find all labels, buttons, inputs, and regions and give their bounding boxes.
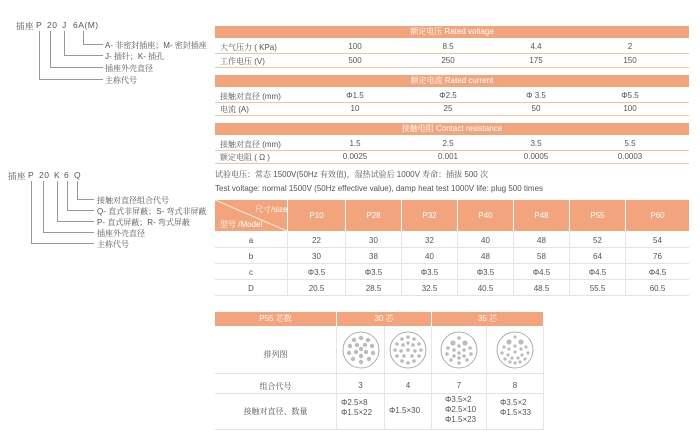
code2-part-p: P [28, 170, 35, 180]
test-voltage-cn: 试验电压：常态 1500V(50Hz 有效值)，湿热试验后 1000V 寿命：插拔 500 次 [215, 170, 488, 179]
current-table-header: 额定电流 Rated current [215, 75, 689, 87]
resistance-cell: 0.001 [437, 152, 459, 161]
size-cell: Φ3.5 [364, 268, 383, 277]
voltage-cell: 8.5 [442, 42, 454, 51]
voltage-row-label: 大气压力 ( KPa) [220, 43, 277, 52]
p55-spec: Φ3.5×2 [500, 398, 527, 407]
voltage-cell: 100 [348, 42, 362, 51]
pin-layout-3 [342, 331, 380, 369]
code-part-j: J [62, 20, 67, 30]
size-cell: Φ4.5 [588, 268, 607, 277]
size-cell: Φ3.5 [476, 268, 495, 277]
resistance-row-label: 额定电阻 ( Ω ) [220, 153, 270, 162]
p55-code: 3 [358, 381, 363, 390]
diagram1-label-diameter: 插座外壳直径 [105, 64, 153, 73]
size-col-header: P28 [366, 211, 381, 220]
size-cell: 76 [653, 252, 662, 261]
p55-header: P55 芯数 [215, 312, 336, 326]
p55-code: 8 [512, 381, 518, 390]
size-cell: 64 [593, 252, 602, 261]
size-cell: 40.5 [477, 284, 494, 293]
code-part-p: P [36, 20, 43, 30]
p55-row-label-code: 组合代号 [259, 382, 292, 391]
size-cell: 22 [312, 236, 321, 245]
resistance-cell: 0.0025 [342, 152, 368, 161]
size-cell: 54 [653, 236, 662, 245]
size-cell: 52 [593, 236, 602, 245]
p55-spec: Φ2.5×10 [445, 405, 477, 414]
code-part-socket: 插座 [16, 21, 35, 31]
current-cell: Φ2.5 [439, 91, 457, 100]
size-cell: 38 [369, 252, 378, 261]
voltage-row-label: 工作电压 (V) [220, 57, 265, 66]
p55-code: 4 [405, 381, 411, 390]
diagram2-label-p: P- 直式屏蔽；R- 弯式屏蔽 [97, 218, 190, 227]
current-cell: 50 [531, 104, 541, 113]
size-cell: 40 [425, 252, 434, 261]
size-cell: 60.5 [649, 284, 666, 293]
code2-part-6: 6 [64, 170, 70, 180]
code-part-6a: 6A(M) [73, 20, 99, 30]
size-cell: 30 [312, 252, 321, 261]
size-row-label: D [248, 284, 254, 293]
size-cell: 20.5 [308, 284, 325, 293]
size-cell: 48 [537, 236, 546, 245]
current-cell: Φ 3.5 [526, 91, 546, 100]
size-cell: 28.5 [365, 284, 382, 293]
current-row-label: 电流 (A) [220, 105, 249, 114]
pin-layout-4 [389, 331, 427, 369]
size-col-header: P60 [650, 211, 665, 220]
code2-part-q: Q [74, 170, 82, 180]
resistance-cell: 0.0005 [523, 152, 549, 161]
resistance-cell: 2.5 [442, 139, 454, 148]
resistance-cell: 5.5 [624, 139, 636, 148]
p55-row-label-layout: 排列图 [263, 350, 288, 359]
code2-part-socket: 插座 [8, 171, 27, 181]
pin-layout-8 [496, 331, 534, 369]
voltage-cell: 500 [348, 56, 362, 65]
size-row-label: a [248, 236, 254, 245]
p55-spec: Φ1.5×22 [341, 408, 373, 417]
size-cell: 40 [481, 236, 490, 245]
resistance-cell: 3.5 [530, 139, 542, 148]
code2-part-size: 20 [39, 170, 50, 180]
current-cell: 10 [350, 104, 360, 113]
p55-group35: 35 芯 [432, 312, 543, 326]
code2-part-k: K [54, 170, 61, 180]
size-cell: 48 [481, 252, 490, 261]
resistance-row-label: 接触对直径 (mm) [220, 140, 281, 149]
current-row-label: 接触对直径 (mm) [220, 92, 281, 101]
diagram1-label-main: 主称代号 [105, 76, 137, 85]
size-col-header: P10 [309, 211, 324, 220]
size-cell: Φ4.5 [532, 268, 551, 277]
voltage-cell: 2 [627, 42, 633, 51]
p55-spec: Φ3.5×2 [445, 395, 472, 404]
size-cell: 32.5 [421, 284, 438, 293]
diagram1-label-j: J- 插针；K- 插孔 [105, 52, 165, 61]
corner-model-label: 型号 /Model [220, 220, 263, 229]
voltage-cell: 250 [441, 56, 455, 65]
p55-group30: 30 芯 [337, 312, 431, 326]
size-cell: 32 [425, 236, 434, 245]
current-cell: Φ1.5 [346, 91, 364, 100]
p55-row-label-spec: 接触对直径、数量 [243, 407, 308, 416]
p55-spec: Φ2.5×8 [341, 398, 368, 407]
diagram1-label-a: A- 非密封插座；M- 密封插座 [105, 41, 207, 50]
size-col-header: P40 [478, 211, 493, 220]
size-cell: 30 [369, 236, 378, 245]
current-cell: Φ5.5 [621, 91, 639, 100]
voltage-cell: 150 [623, 56, 637, 65]
diagram2-label-diameter: 插座外壳直径 [97, 229, 145, 238]
code-part-size: 20 [47, 20, 58, 30]
size-row-label: c [249, 268, 253, 277]
diagram2-label-main: 主称代号 [97, 240, 129, 249]
p55-spec: Φ1.5×30 [389, 406, 421, 415]
current-cell: 25 [443, 104, 453, 113]
size-col-header: P32 [422, 211, 437, 220]
size-cell: Φ3.5 [420, 268, 439, 277]
size-cell: 58 [537, 252, 546, 261]
corner-size-label: 尺寸/size [255, 205, 288, 214]
voltage-table-header: 额定电压 Rated voltage [215, 26, 689, 38]
current-cell: 100 [623, 104, 637, 113]
size-col-header: P55 [590, 211, 605, 220]
resistance-cell: 1.5 [349, 139, 361, 148]
pin-layout-7 [440, 331, 478, 369]
voltage-cell: 4.4 [530, 42, 542, 51]
diagram2-label-combo: 接触对直径组合代号 [97, 196, 169, 205]
size-cell: Φ3.5 [307, 268, 326, 277]
p55-spec: Φ1.5×33 [500, 408, 532, 417]
diagram2-label-q: Q- 直式非屏蔽；S- 弯式非屏蔽 [97, 207, 207, 216]
test-voltage-en: Test voltage: normal 1500V (50Hz effective value), damp heat test 1000V life: plug 500 times [215, 184, 544, 193]
p55-spec: Φ1.5×23 [445, 415, 477, 424]
p55-code: 7 [456, 381, 462, 390]
size-row-label: b [248, 252, 254, 261]
resistance-cell: 0.0003 [617, 152, 643, 161]
resistance-table-header: 接触电阻 Contact resistance [215, 123, 689, 135]
size-cell: 48.5 [533, 284, 550, 293]
voltage-cell: 175 [529, 56, 543, 65]
size-col-header: P48 [534, 211, 549, 220]
size-cell: 55.5 [589, 284, 606, 293]
size-cell: Φ4.5 [648, 268, 667, 277]
